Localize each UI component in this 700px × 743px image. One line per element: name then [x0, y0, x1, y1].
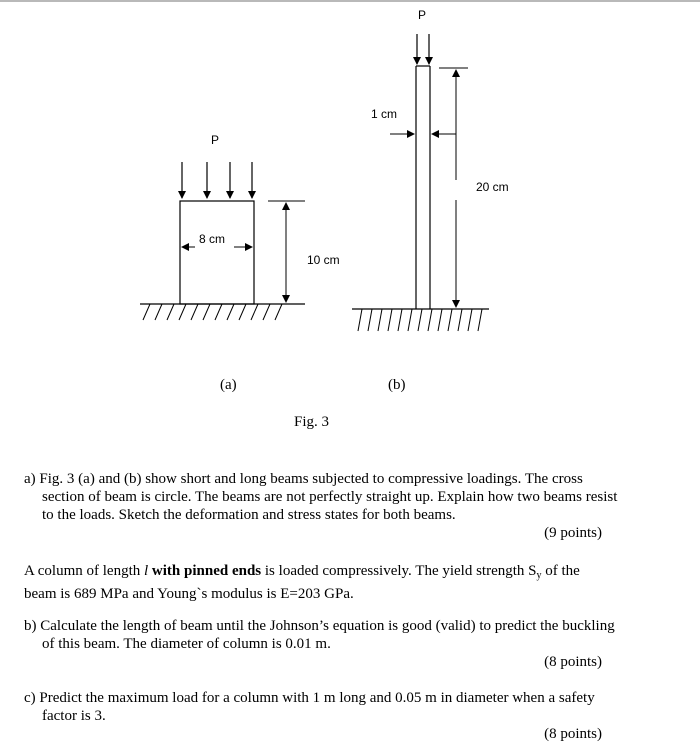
- height-label-a: 10 cm: [307, 253, 340, 267]
- ground-hatch-b: [358, 309, 482, 331]
- load-label-b: P: [418, 8, 427, 22]
- short-beam-body: [180, 201, 254, 304]
- question-b-points: (8 points): [544, 654, 602, 670]
- height-dimension-a: [268, 201, 305, 302]
- load-label-a: P: [211, 133, 220, 147]
- question-c-points: (8 points): [544, 726, 602, 742]
- question-b-text: b) Calculate the length of beam until the Johnson’s equation is good (valid) to predict the buckling of this beam. The diameter of column is 0.01 m.: [24, 618, 615, 652]
- figure-caption: Fig. 3: [294, 414, 330, 430]
- width-label-a: 8 cm: [199, 232, 226, 246]
- load-arrows-b: [417, 34, 429, 64]
- height-label-b: 20 cm: [476, 180, 509, 194]
- beam-b: [352, 34, 489, 331]
- ground-hatch-a: [143, 304, 282, 320]
- question-c-text: c) Predict the maximum load for a column with 1 m long and 0.05 m in diameter when a safety factor is 3.: [24, 690, 595, 724]
- load-arrows-a: [182, 162, 252, 198]
- problem-statement: A column of length l with pinned ends is loaded compressively. The yield strength $S_y$ of the beam is 689 MPa and Young`s modulus is E=203 GPa.: [24, 563, 580, 602]
- height-dimension-b: [439, 68, 468, 307]
- question-a-points: (9 points): [544, 525, 602, 541]
- subfigure-label-a: (a): [220, 377, 237, 393]
- width-label-b: 1 cm: [371, 107, 398, 121]
- subfigure-label-b: (b): [388, 377, 406, 393]
- question-a-text: a) Fig. 3 (a) and (b) show short and long beams subjected to compressive loadings. The cross section of beam is circle. The beams are not perfectly straight up. Explain how two beams resist to the loads. Sketch the deformation and stress states for both beams.: [24, 471, 618, 523]
